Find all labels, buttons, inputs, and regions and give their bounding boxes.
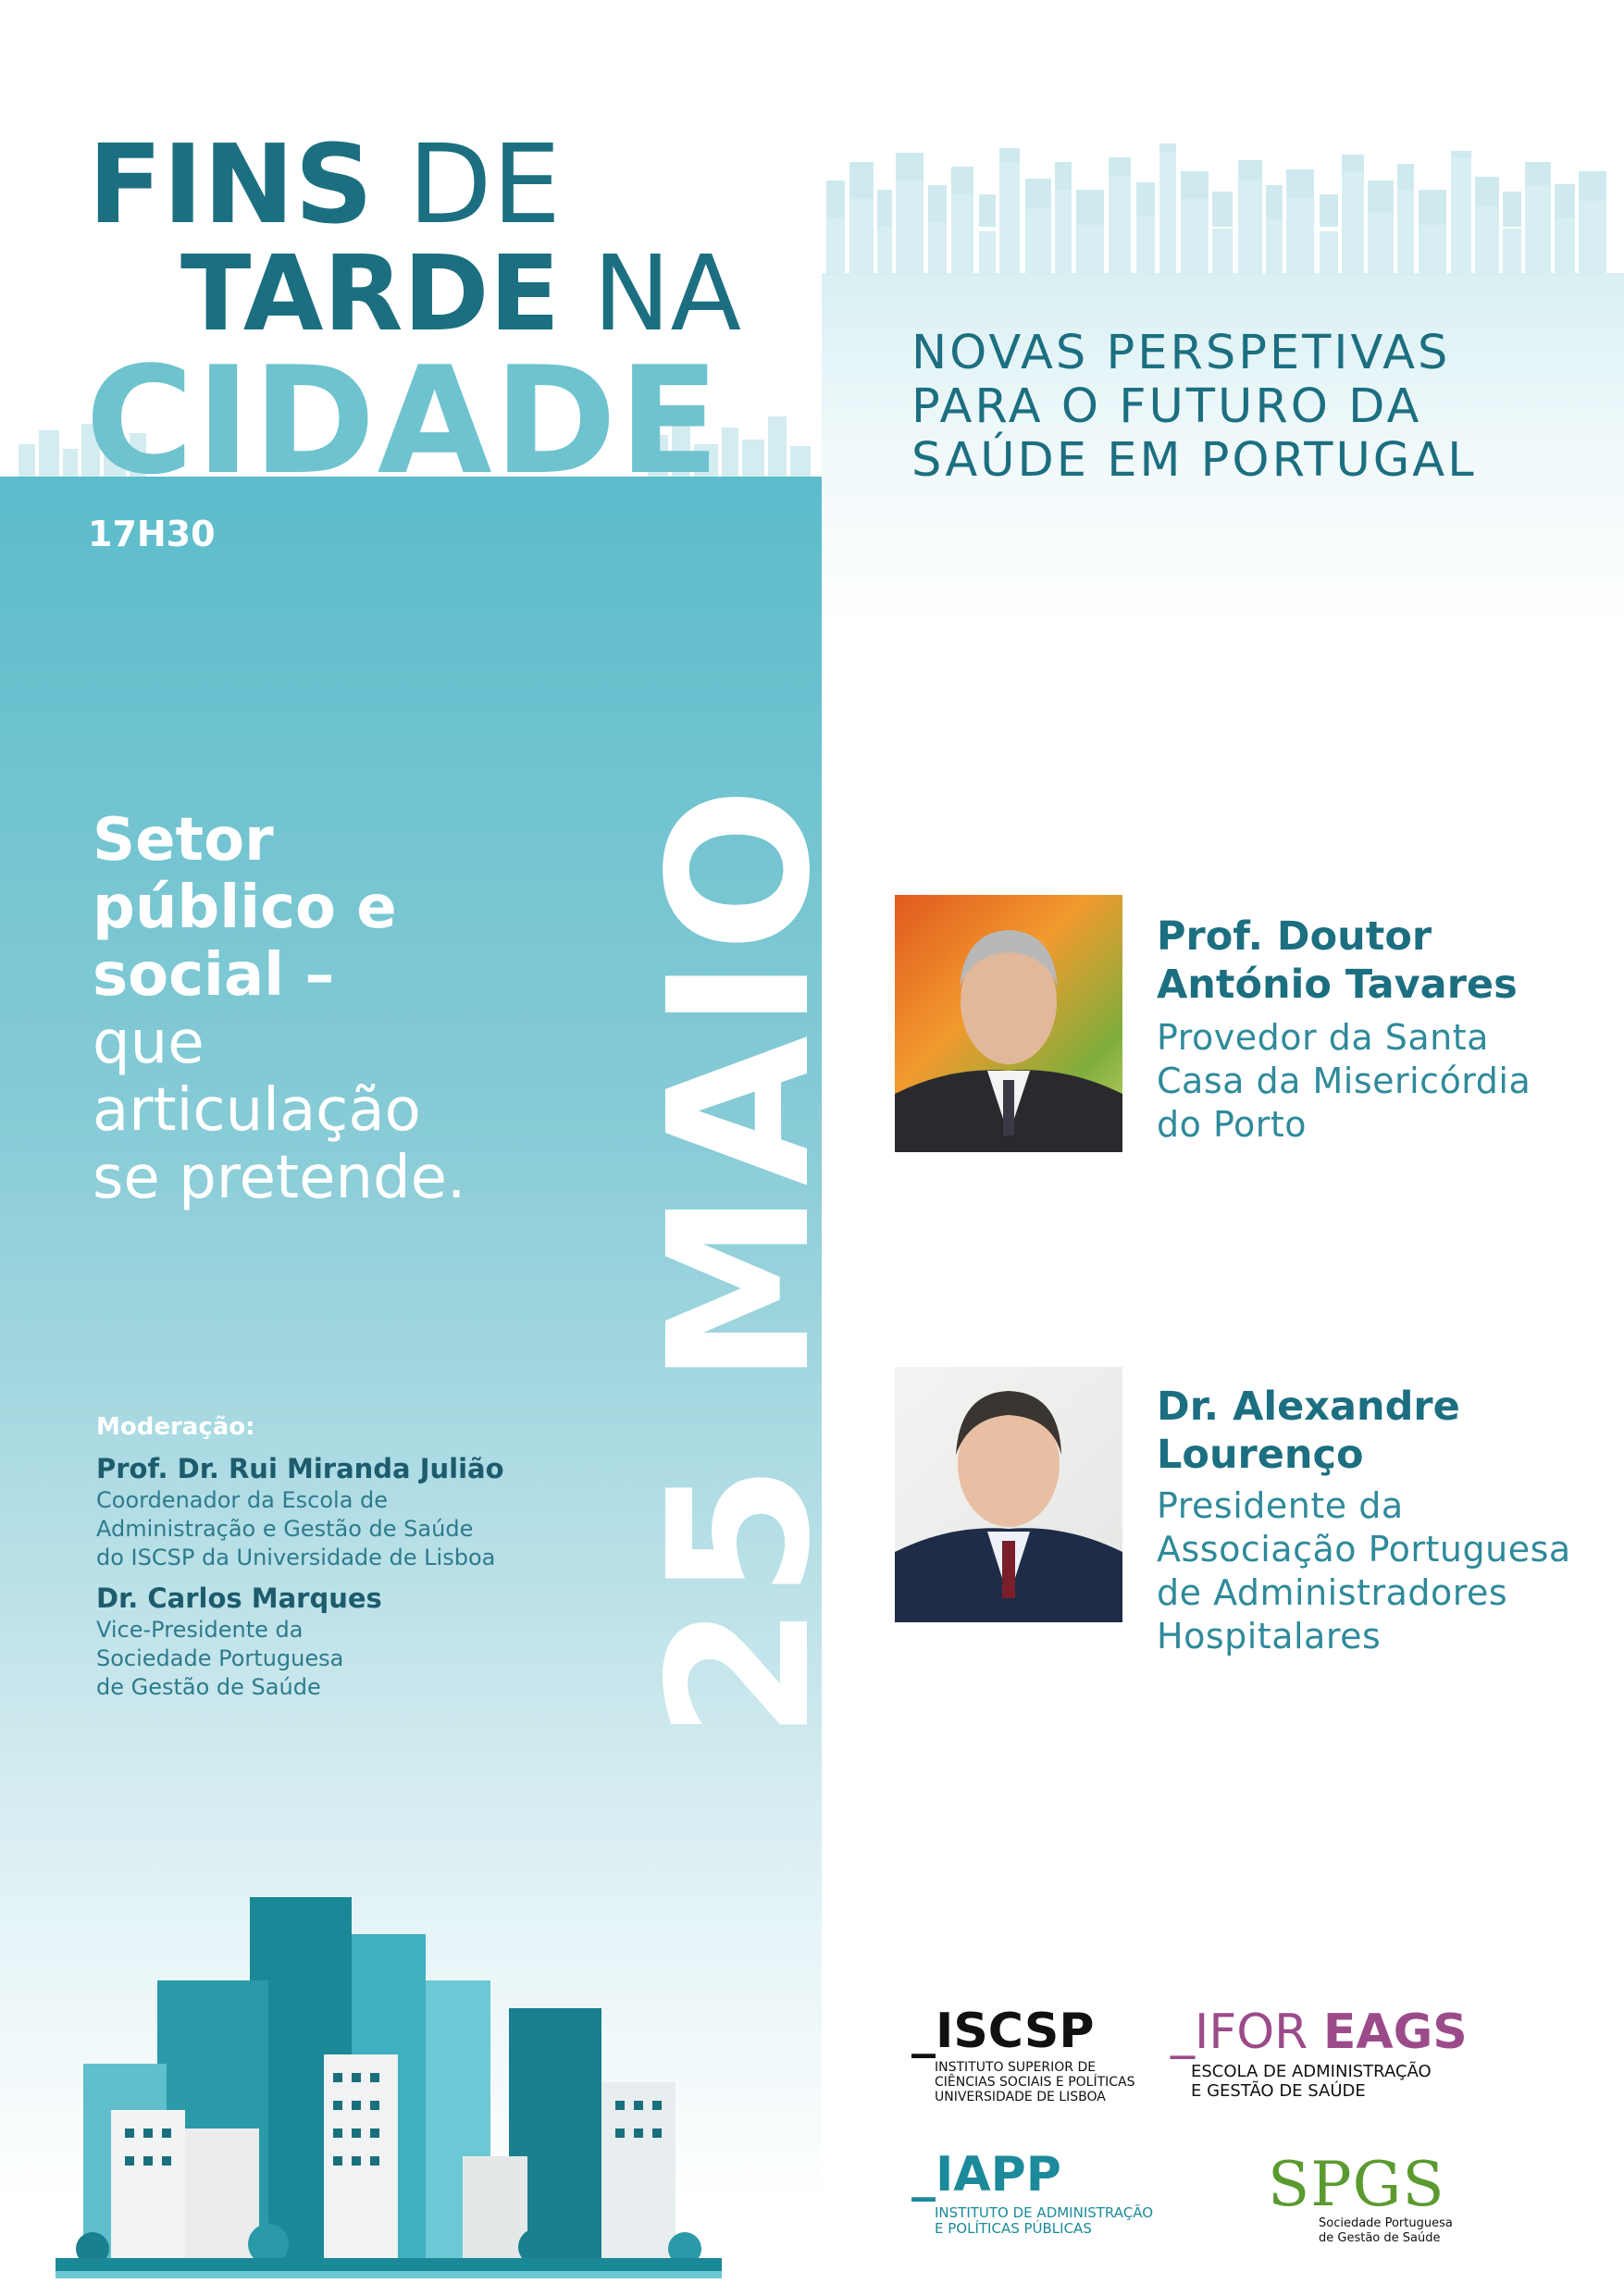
title-word-cidade: CIDADE xyxy=(85,347,722,477)
speaker-1-portrait-icon xyxy=(895,895,1122,1152)
title-word-na: NA xyxy=(592,234,742,354)
speaker-2-name-2: Lourenço xyxy=(1157,1432,1364,1478)
ifor-prefix: _IFOR xyxy=(1171,2004,1308,2060)
spgs-logo: SPGS xyxy=(1268,2149,1445,2220)
subtitle-line-3: SAÚDE EM PORTUGAL xyxy=(911,433,1477,488)
speaker-2-photo xyxy=(895,1367,1122,1622)
speaker-2-role-3: de Administradores xyxy=(1157,1572,1508,1613)
subtitle-line-1: NOVAS PERSPETIVAS xyxy=(911,326,1451,380)
speaker-1-photo xyxy=(895,895,1122,1152)
speaker-1-name-1: Prof. Doutor xyxy=(1157,913,1432,960)
ifor-line-2: E GESTÃO DE SAÚDE xyxy=(1191,2081,1366,2101)
topic-line-2: público e xyxy=(93,874,397,942)
topic-line-6: se pretende. xyxy=(93,1144,466,1212)
iscsp-line-1: INSTITUTO SUPERIOR DE xyxy=(935,2060,1097,2075)
moderator-1-desc-2: Administração e Gestão de Saúde xyxy=(96,1516,474,1542)
title-word-fins: FINS xyxy=(88,120,374,248)
eags-name: EAGS xyxy=(1322,2004,1468,2060)
moderator-1-name: Prof. Dr. Rui Miranda Julião xyxy=(96,1453,504,1484)
moderator-2-desc-2: Sociedade Portuguesa xyxy=(96,1645,344,1671)
iapp-line-1: INSTITUTO DE ADMINISTRAÇÃO xyxy=(935,2204,1154,2221)
skyline-buildings-icon xyxy=(822,143,1624,275)
speaker-1-name-2: António Tavares xyxy=(1157,962,1518,1008)
city-buildings-icon xyxy=(56,1879,722,2286)
ifor-line-1: ESCOLA DE ADMINISTRAÇÃO xyxy=(1191,2062,1432,2081)
title-word-de: DE xyxy=(407,120,562,248)
spgs-line-2: de Gestão de Saúde xyxy=(1319,2231,1441,2245)
title-word-tarde: TARDE xyxy=(180,234,561,354)
iscsp-line-3: UNIVERSIDADE DE LISBOA xyxy=(935,2090,1106,2104)
moderator-1-desc-1: Coordenador da Escola de xyxy=(96,1487,389,1513)
topic-line-3: social – xyxy=(93,941,335,1010)
moderation-label: Moderação: xyxy=(96,1413,255,1441)
iscsp-logo: _ISCSP xyxy=(911,2004,1095,2059)
moderator-1-desc-3: do ISCSP da Universidade de Lisboa xyxy=(96,1545,496,1570)
speaker-2-role-1: Presidente da xyxy=(1157,1485,1404,1526)
moderator-2-desc-1: Vice-Presidente da xyxy=(96,1617,304,1643)
iapp-line-2: E POLÍTICAS PÚBLICAS xyxy=(935,2220,1092,2237)
spgs-line-1: Sociedade Portuguesa xyxy=(1319,2216,1453,2230)
moderator-2-name: Dr. Carlos Marques xyxy=(96,1582,382,1614)
skyline-right-top xyxy=(822,143,1624,275)
event-time: 17H30 xyxy=(88,514,216,554)
topic-line-1: Setor xyxy=(93,806,274,875)
speaker-2-role-4: Hospitalares xyxy=(1157,1616,1382,1657)
subtitle-line-2: PARA O FUTURO DA xyxy=(911,379,1422,434)
topic-line-4: que xyxy=(93,1009,205,1077)
speaker-1-role-3: do Porto xyxy=(1157,1104,1308,1145)
event-date: 25 MAIO xyxy=(626,781,853,1740)
speaker-2-portrait-icon xyxy=(895,1367,1122,1622)
moderator-2-desc-3: de Gestão de Saúde xyxy=(96,1674,321,1700)
city-illustration xyxy=(56,1879,722,2286)
speaker-1-role-1: Provedor da Santa xyxy=(1157,1017,1489,1058)
title-line-2 xyxy=(180,234,742,354)
speaker-1-role-2: Casa da Misericórdia xyxy=(1157,1061,1531,1101)
speaker-2-role-2: Associação Portuguesa xyxy=(1157,1529,1571,1570)
topic-line-5: articulação xyxy=(93,1076,421,1145)
iapp-logo: _IAPP xyxy=(911,2147,1061,2203)
title-line-1 xyxy=(88,120,562,248)
speaker-2-name-1: Dr. Alexandre xyxy=(1157,1384,1460,1430)
ifor-logo xyxy=(1171,2004,1468,2060)
iscsp-line-2: CIÊNCIAS SOCIAIS E POLÍTICAS xyxy=(935,2075,1135,2090)
